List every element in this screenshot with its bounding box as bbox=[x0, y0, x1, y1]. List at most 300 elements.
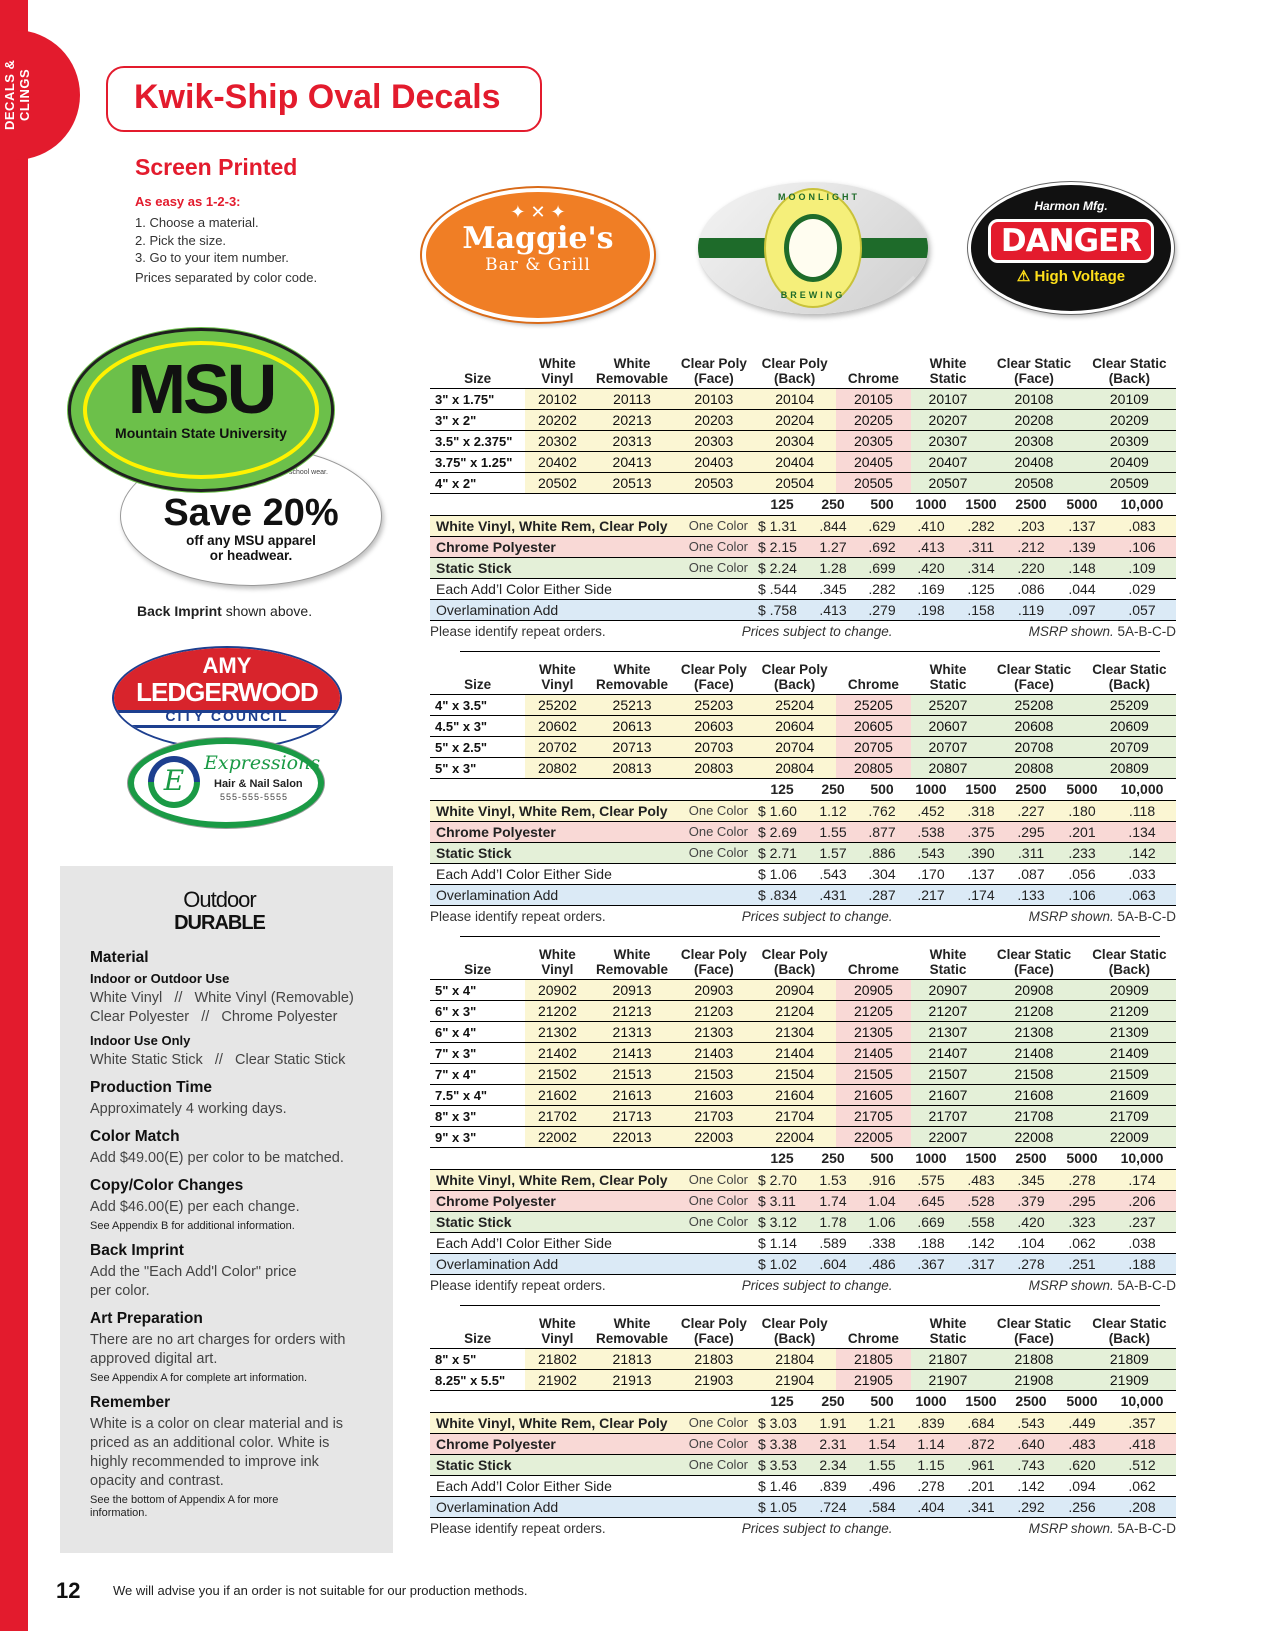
quantity-header: 2500 bbox=[1006, 1148, 1056, 1169]
item-number-cell: 21508 bbox=[985, 1064, 1082, 1085]
amy-sub: CITY COUNCIL bbox=[165, 708, 289, 724]
item-number-cell: 20707 bbox=[911, 737, 986, 758]
price-cell: $ .544 bbox=[756, 578, 808, 599]
item-number-cell: 21308 bbox=[985, 1022, 1082, 1043]
logo-top: Outdoor bbox=[183, 887, 256, 912]
item-number-cell: 20507 bbox=[911, 473, 986, 494]
table-notes bbox=[430, 621, 1176, 643]
size-cell: 4.5" x 3" bbox=[430, 716, 525, 737]
msu-big: MSU bbox=[127, 350, 275, 428]
price-cell: $ 1.60 bbox=[756, 800, 808, 821]
item-number-cell: 21313 bbox=[590, 1022, 675, 1043]
price-cell: .338 bbox=[858, 1232, 906, 1253]
price-cell: .188 bbox=[906, 1232, 956, 1253]
item-number-cell: 21903 bbox=[675, 1370, 754, 1391]
size-cell: 6" x 3" bbox=[430, 1001, 525, 1022]
danger-sub-row bbox=[971, 267, 1171, 285]
item-number-cell: 22005 bbox=[836, 1127, 911, 1148]
price-cell: .543 bbox=[906, 842, 956, 863]
item-number-cell: 21713 bbox=[590, 1106, 675, 1127]
quantity-spacer bbox=[676, 1148, 756, 1169]
art-prep-text: There are no art charges for orders with approved digital art. bbox=[90, 1332, 346, 1367]
color-count: One Color bbox=[676, 1211, 756, 1232]
quantity-spacer bbox=[430, 779, 676, 800]
price-block bbox=[430, 947, 1176, 1297]
hop-icon bbox=[784, 214, 842, 282]
save-line1: off any MSU apparel bbox=[186, 533, 316, 548]
back-imprint-heading: Back Imprint bbox=[90, 1242, 184, 1259]
quantity-header: 5000 bbox=[1056, 1391, 1108, 1412]
price-cell: .278 bbox=[1006, 1253, 1056, 1274]
save-line2: or headwear. bbox=[209, 548, 293, 563]
price-cell: .496 bbox=[858, 1475, 906, 1496]
item-number-cell: 21607 bbox=[911, 1085, 986, 1106]
copy-changes-note: See Appendix B for additional information. bbox=[90, 1220, 295, 1232]
item-number-cell: 20302 bbox=[525, 431, 589, 452]
item-number-cell: 21709 bbox=[1083, 1106, 1176, 1127]
moonlight-decal bbox=[698, 182, 928, 314]
item-number-cell: 21203 bbox=[675, 1001, 754, 1022]
quantity-header: 250 bbox=[808, 779, 858, 800]
item-number-cell: 20413 bbox=[590, 452, 675, 473]
price-cell: .087 bbox=[1006, 863, 1056, 884]
price-cell: 1.74 bbox=[808, 1190, 858, 1211]
column-header: White Static bbox=[911, 662, 986, 695]
msrp-italic: MSRP shown. bbox=[1028, 1520, 1114, 1536]
size-row bbox=[430, 410, 1176, 431]
column-header: White Vinyl bbox=[525, 662, 589, 695]
item-number-cell: 20807 bbox=[911, 758, 986, 779]
item-number-cell: 21505 bbox=[836, 1064, 911, 1085]
page-title: Kwik-Ship Oval Decals bbox=[106, 66, 542, 132]
column-header: Chrome bbox=[836, 1316, 911, 1349]
price-label: Chrome Polyester bbox=[430, 1190, 676, 1211]
price-row bbox=[430, 578, 1176, 599]
item-number-cell: 21707 bbox=[911, 1106, 986, 1127]
item-number-cell: 21604 bbox=[753, 1085, 836, 1106]
price-label: Static Stick bbox=[430, 1211, 676, 1232]
expressions-logo bbox=[148, 756, 200, 808]
item-number-cell: 20505 bbox=[836, 473, 911, 494]
price-cell: .180 bbox=[1056, 800, 1108, 821]
price-row bbox=[430, 515, 1176, 536]
header-row bbox=[430, 662, 1176, 695]
color-count bbox=[676, 884, 756, 905]
msu-sub: Mountain State University bbox=[115, 425, 287, 441]
column-header: Clear Static (Face) bbox=[985, 356, 1082, 389]
price-cell: .357 bbox=[1108, 1412, 1176, 1433]
price-cell: .139 bbox=[1056, 536, 1108, 557]
price-label: Overlamination Add bbox=[430, 1496, 676, 1517]
price-cell: .543 bbox=[1006, 1412, 1056, 1433]
item-number-cell: 20207 bbox=[911, 410, 986, 431]
step-3: 3. Go to your item number. bbox=[135, 250, 289, 265]
price-cell: .063 bbox=[1108, 884, 1176, 905]
price-change-note: Prices subject to change. bbox=[741, 623, 893, 639]
item-number-cell: 25208 bbox=[985, 695, 1082, 716]
price-cell: .413 bbox=[808, 599, 858, 620]
back-caption-rest: shown above. bbox=[221, 603, 313, 619]
item-number-cell: 20102 bbox=[525, 389, 589, 410]
color-match-heading: Color Match bbox=[90, 1128, 180, 1145]
item-number-cell: 20305 bbox=[836, 431, 911, 452]
item-number-cell: 20113 bbox=[590, 389, 675, 410]
price-cell: .174 bbox=[956, 884, 1006, 905]
item-number-cell: 20903 bbox=[675, 980, 754, 1001]
price-cell: .029 bbox=[1108, 578, 1176, 599]
size-cell: 5" x 3" bbox=[430, 758, 525, 779]
color-count: One Color bbox=[676, 536, 756, 557]
price-cell: .198 bbox=[906, 599, 956, 620]
price-cell: .278 bbox=[906, 1475, 956, 1496]
item-number-cell: 20909 bbox=[1083, 980, 1176, 1001]
table-notes bbox=[430, 906, 1176, 928]
item-number-cell: 20804 bbox=[753, 758, 836, 779]
price-cell: $ 3.11 bbox=[756, 1190, 808, 1211]
block-separator bbox=[460, 1305, 1160, 1307]
price-label: Chrome Polyester bbox=[430, 1433, 676, 1454]
item-number-cell: 20604 bbox=[753, 716, 836, 737]
price-cell: .106 bbox=[1108, 536, 1176, 557]
price-cell: .645 bbox=[906, 1190, 956, 1211]
price-cell: $ 3.53 bbox=[756, 1454, 808, 1475]
item-number-cell: 21803 bbox=[675, 1349, 754, 1370]
remember-note: See the bottom of Appendix A for more information. bbox=[90, 1494, 279, 1519]
item-number-cell: 20904 bbox=[753, 980, 836, 1001]
price-cell: .418 bbox=[1108, 1433, 1176, 1454]
item-number-cell: 20202 bbox=[525, 410, 589, 431]
price-cell: .452 bbox=[906, 800, 956, 821]
item-number-cell: 20402 bbox=[525, 452, 589, 473]
price-cell: .410 bbox=[906, 515, 956, 536]
item-number-cell: 21904 bbox=[753, 1370, 836, 1391]
item-number-cell: 21304 bbox=[753, 1022, 836, 1043]
price-cell: .872 bbox=[956, 1433, 1006, 1454]
price-cell: .390 bbox=[956, 842, 1006, 863]
item-number-cell: 21703 bbox=[675, 1106, 754, 1127]
item-number-cell: 25213 bbox=[590, 695, 675, 716]
quantity-spacer bbox=[676, 1391, 756, 1412]
easy-heading: As easy as 1-2-3: bbox=[135, 194, 241, 209]
price-cell: $ 1.05 bbox=[756, 1496, 808, 1517]
item-number-cell: 20407 bbox=[911, 452, 986, 473]
price-cell: .538 bbox=[906, 821, 956, 842]
quantity-header: 125 bbox=[756, 779, 808, 800]
price-code: 5A-B-C-D bbox=[1117, 623, 1176, 639]
item-number-cell: 21208 bbox=[985, 1001, 1082, 1022]
price-cell: .311 bbox=[956, 536, 1006, 557]
color-count bbox=[676, 1496, 756, 1517]
price-label: White Vinyl, White Rem, Clear Poly bbox=[430, 1412, 676, 1433]
size-row bbox=[430, 737, 1176, 758]
item-number-cell: 20404 bbox=[753, 452, 836, 473]
indoor-outdoor-line1: White Vinyl // White Vinyl (Removable) bbox=[90, 990, 354, 1006]
price-cell: .431 bbox=[808, 884, 858, 905]
quantity-header: 125 bbox=[756, 1148, 808, 1169]
color-count bbox=[676, 1475, 756, 1496]
quantity-header: 5000 bbox=[1056, 494, 1108, 515]
item-number-cell: 20813 bbox=[590, 758, 675, 779]
price-cell: .125 bbox=[956, 578, 1006, 599]
item-number-cell: 21805 bbox=[836, 1349, 911, 1370]
column-header: White Vinyl bbox=[525, 947, 589, 980]
price-cell: .640 bbox=[1006, 1433, 1056, 1454]
price-row bbox=[430, 1454, 1176, 1475]
item-number-cell: 21305 bbox=[836, 1022, 911, 1043]
price-cell: .044 bbox=[1056, 578, 1108, 599]
size-row bbox=[430, 980, 1176, 1001]
amy-decal bbox=[112, 646, 342, 750]
peel-corner bbox=[892, 276, 928, 314]
price-cell: .251 bbox=[1056, 1253, 1108, 1274]
quantity-header: 10,000 bbox=[1108, 1391, 1176, 1412]
price-cell: .062 bbox=[1056, 1232, 1108, 1253]
logo-bottom: DURABLE bbox=[174, 912, 265, 934]
copy-changes-text: Add $46.00(E) per each change. bbox=[90, 1199, 300, 1215]
price-cell: $ 2.15 bbox=[756, 536, 808, 557]
size-row bbox=[430, 1127, 1176, 1148]
msrp-italic: MSRP shown. bbox=[1028, 1277, 1114, 1293]
item-number-cell: 22013 bbox=[590, 1127, 675, 1148]
quantity-header: 10,000 bbox=[1108, 779, 1176, 800]
column-header: Size bbox=[430, 947, 525, 980]
price-label: Each Add’l Color Either Side bbox=[430, 1232, 676, 1253]
price-cell: .323 bbox=[1056, 1211, 1108, 1232]
item-number-cell: 21902 bbox=[525, 1370, 589, 1391]
back-imprint-caption bbox=[137, 603, 312, 619]
price-cell: .056 bbox=[1056, 863, 1108, 884]
outdoor-durable-logo bbox=[60, 888, 379, 940]
item-number-cell: 20108 bbox=[985, 389, 1082, 410]
item-number-cell: 21302 bbox=[525, 1022, 589, 1043]
price-cell: 2.34 bbox=[808, 1454, 858, 1475]
msrp-note bbox=[1029, 909, 1176, 928]
price-cell: 1.54 bbox=[858, 1433, 906, 1454]
maggies-sub: Bar & Grill bbox=[485, 255, 591, 275]
quantity-header: 250 bbox=[808, 494, 858, 515]
price-cell: .203 bbox=[1006, 515, 1056, 536]
item-number-cell: 20802 bbox=[525, 758, 589, 779]
column-header: White Static bbox=[911, 947, 986, 980]
indoor-outdoor-heading: Indoor or Outdoor Use bbox=[90, 971, 230, 986]
item-number-cell: 20713 bbox=[590, 737, 675, 758]
quantity-header: 1000 bbox=[906, 494, 956, 515]
price-row bbox=[430, 1475, 1176, 1496]
price-row bbox=[430, 863, 1176, 884]
item-number-cell: 20703 bbox=[675, 737, 754, 758]
size-row bbox=[430, 473, 1176, 494]
item-number-cell: 20304 bbox=[753, 431, 836, 452]
color-match-text: Add $49.00(E) per color to be matched. bbox=[90, 1150, 344, 1166]
item-number-cell: 20705 bbox=[836, 737, 911, 758]
item-number-table bbox=[430, 356, 1176, 494]
price-cell: .629 bbox=[858, 515, 906, 536]
price-cell: .212 bbox=[1006, 536, 1056, 557]
price-row bbox=[430, 1232, 1176, 1253]
column-header: Clear Static (Back) bbox=[1083, 356, 1176, 389]
size-cell: 3.5" x 2.375" bbox=[430, 431, 525, 452]
color-count bbox=[676, 599, 756, 620]
size-cell: 4" x 2" bbox=[430, 473, 525, 494]
size-row bbox=[430, 1064, 1176, 1085]
item-number-cell: 20913 bbox=[590, 980, 675, 1001]
price-change-note: Prices subject to change. bbox=[741, 908, 893, 924]
item-number-cell: 20103 bbox=[675, 389, 754, 410]
price-cell: .558 bbox=[956, 1211, 1006, 1232]
price-cell: .062 bbox=[1108, 1475, 1176, 1496]
item-number-cell: 21908 bbox=[985, 1370, 1082, 1391]
size-row bbox=[430, 716, 1176, 737]
price-cell: 2.31 bbox=[808, 1433, 858, 1454]
item-number-cell: 20104 bbox=[753, 389, 836, 410]
step-2: 2. Pick the size. bbox=[135, 232, 227, 248]
item-number-cell: 21408 bbox=[985, 1043, 1082, 1064]
price-row bbox=[430, 842, 1176, 863]
quantity-header: 5000 bbox=[1056, 779, 1108, 800]
price-cell: .528 bbox=[956, 1190, 1006, 1211]
price-row bbox=[430, 1253, 1176, 1274]
price-cell: $ 2.69 bbox=[756, 821, 808, 842]
item-number-cell: 21804 bbox=[753, 1349, 836, 1370]
price-cell: .282 bbox=[956, 515, 1006, 536]
page-subtitle: Screen Printed bbox=[135, 154, 298, 180]
item-number-cell: 20809 bbox=[1083, 758, 1176, 779]
item-number-cell: 21309 bbox=[1083, 1022, 1176, 1043]
item-number-table bbox=[430, 947, 1176, 1148]
msrp-note bbox=[1029, 624, 1176, 643]
price-cell: 1.78 bbox=[808, 1211, 858, 1232]
price-block bbox=[430, 662, 1176, 928]
price-cell: .304 bbox=[858, 863, 906, 884]
price-cell: 1.12 bbox=[808, 800, 858, 821]
color-count: One Color bbox=[676, 842, 756, 863]
maggies-name: Maggie's bbox=[462, 221, 614, 256]
price-block bbox=[430, 1316, 1176, 1540]
price-cell: .512 bbox=[1108, 1454, 1176, 1475]
item-number-cell: 20803 bbox=[675, 758, 754, 779]
price-cell: .341 bbox=[956, 1496, 1006, 1517]
steps-list bbox=[135, 214, 317, 286]
art-prep-note: See Appendix A for complete art information. bbox=[90, 1372, 308, 1384]
price-row bbox=[430, 821, 1176, 842]
item-number-cell: 21213 bbox=[590, 1001, 675, 1022]
price-cell: .287 bbox=[858, 884, 906, 905]
back-imprint-text: Add the "Each Add'l Color" price per color. bbox=[90, 1264, 297, 1299]
column-header: White Removable bbox=[590, 662, 675, 695]
quantity-spacer bbox=[430, 494, 676, 515]
price-cell: .961 bbox=[956, 1454, 1006, 1475]
quantity-header-row bbox=[430, 494, 1176, 515]
color-count: One Color bbox=[676, 1412, 756, 1433]
color-count: One Color bbox=[676, 1454, 756, 1475]
column-header: Clear Poly (Back) bbox=[753, 356, 836, 389]
item-number-cell: 25209 bbox=[1083, 695, 1176, 716]
size-cell: 8.25" x 5.5" bbox=[430, 1370, 525, 1391]
item-number-cell: 21813 bbox=[590, 1349, 675, 1370]
price-cell: .057 bbox=[1108, 599, 1176, 620]
item-number-cell: 21907 bbox=[911, 1370, 986, 1391]
header-row bbox=[430, 356, 1176, 389]
quantity-header-row bbox=[430, 1391, 1176, 1412]
price-label: Static Stick bbox=[430, 842, 676, 863]
column-header: Chrome bbox=[836, 356, 911, 389]
size-cell: 8" x 3" bbox=[430, 1106, 525, 1127]
price-label: White Vinyl, White Rem, Clear Poly bbox=[430, 1169, 676, 1190]
column-header: Clear Static (Face) bbox=[985, 947, 1082, 980]
quantity-header: 500 bbox=[858, 779, 906, 800]
item-number-cell: 20609 bbox=[1083, 716, 1176, 737]
item-number-cell: 21405 bbox=[836, 1043, 911, 1064]
repeat-orders-note: Please identify repeat orders. bbox=[430, 1520, 606, 1536]
item-number-cell: 20313 bbox=[590, 431, 675, 452]
danger-maker: Harmon Mfg. bbox=[1034, 199, 1108, 213]
price-change-note: Prices subject to change. bbox=[741, 1277, 893, 1293]
price-cell: .137 bbox=[1056, 515, 1108, 536]
price-cell: .227 bbox=[1006, 800, 1056, 821]
msu-decal bbox=[68, 328, 334, 492]
material-heading: Material bbox=[90, 949, 149, 966]
item-number-cell: 20309 bbox=[1083, 431, 1176, 452]
column-header: White Static bbox=[911, 356, 986, 389]
column-header: Clear Poly (Face) bbox=[675, 662, 754, 695]
price-cell: .292 bbox=[1006, 1496, 1056, 1517]
item-number-cell: 21913 bbox=[590, 1370, 675, 1391]
item-number-cell: 21602 bbox=[525, 1085, 589, 1106]
indoor-only-line: White Static Stick // Clear Static Stick bbox=[90, 1052, 346, 1068]
item-number-cell: 22009 bbox=[1083, 1127, 1176, 1148]
production-heading: Production Time bbox=[90, 1079, 213, 1096]
item-number-cell: 21708 bbox=[985, 1106, 1082, 1127]
moonlight-bottom: BREWING bbox=[780, 290, 846, 300]
item-number-cell: 20308 bbox=[985, 431, 1082, 452]
item-number-cell: 21403 bbox=[675, 1043, 754, 1064]
item-number-cell: 20608 bbox=[985, 716, 1082, 737]
price-cell: $ 1.06 bbox=[756, 863, 808, 884]
column-header: Clear Static (Back) bbox=[1083, 1316, 1176, 1349]
header-row bbox=[430, 947, 1176, 980]
fork-knife-icon: ✦ ✕ ✦ bbox=[510, 202, 566, 222]
item-number-cell: 20704 bbox=[753, 737, 836, 758]
color-count: One Color bbox=[676, 557, 756, 578]
item-number-cell: 20107 bbox=[911, 389, 986, 410]
price-cell: .295 bbox=[1006, 821, 1056, 842]
price-label: Overlamination Add bbox=[430, 599, 676, 620]
quantity-header-row bbox=[430, 779, 1176, 800]
size-row bbox=[430, 1022, 1176, 1043]
size-cell: 3" x 2" bbox=[430, 410, 525, 431]
price-cell: .543 bbox=[808, 863, 858, 884]
price-cell: 1.21 bbox=[858, 1412, 906, 1433]
maggies-decal bbox=[422, 188, 654, 322]
price-cell: .449 bbox=[1056, 1412, 1108, 1433]
item-number-cell: 21507 bbox=[911, 1064, 986, 1085]
price-row bbox=[430, 884, 1176, 905]
quantity-spacer bbox=[430, 1148, 676, 1169]
item-number-cell: 20203 bbox=[675, 410, 754, 431]
price-cell: $ 3.38 bbox=[756, 1433, 808, 1454]
item-number-cell: 21202 bbox=[525, 1001, 589, 1022]
item-number-cell: 21905 bbox=[836, 1370, 911, 1391]
quantity-header: 1000 bbox=[906, 779, 956, 800]
size-cell: 4" x 3.5" bbox=[430, 695, 525, 716]
item-number-cell: 20513 bbox=[590, 473, 675, 494]
quantity-header: 2500 bbox=[1006, 494, 1056, 515]
item-number-cell: 25207 bbox=[911, 695, 986, 716]
item-number-cell: 20907 bbox=[911, 980, 986, 1001]
price-cell: .174 bbox=[1108, 1169, 1176, 1190]
column-header: Clear Poly (Face) bbox=[675, 356, 754, 389]
item-number-cell: 22007 bbox=[911, 1127, 986, 1148]
